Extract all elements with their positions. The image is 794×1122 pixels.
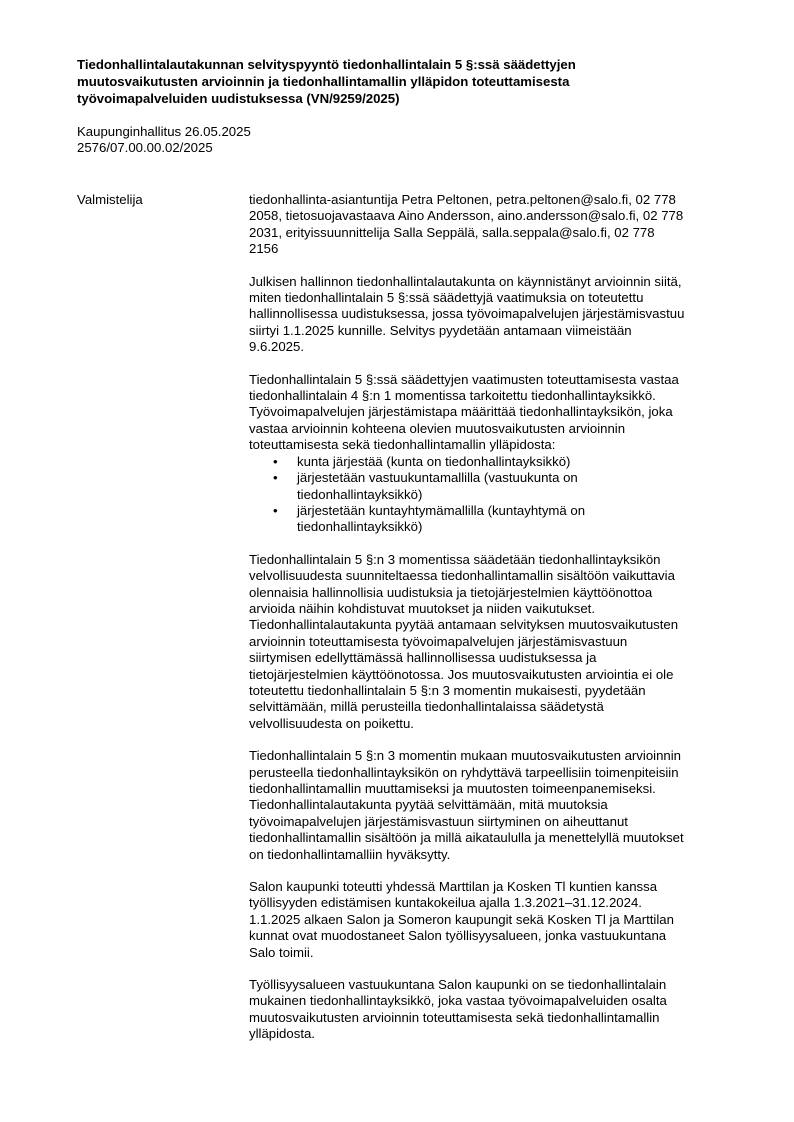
paragraph-2 bbox=[249, 372, 739, 454]
text-line: Tiedonhallintalautakunta pyytää selvittämään, mitä muutoksia bbox=[249, 797, 608, 813]
text-line: Työvoimapalvelujen järjestämistapa määrittää tiedonhallintayksikön, joka bbox=[249, 404, 673, 420]
text-line: muutosvaikutusten arvioinnin toteuttamisesta sekä tiedonhallintamallin bbox=[249, 1009, 660, 1025]
text-line: Salo toimii. bbox=[249, 944, 314, 960]
text-line: hallinnollisessa uudistuksessa, jossa työvoimapalvelujen järjestämisvastuu bbox=[249, 306, 685, 322]
text-line: kunnat ovat muodostaneet Salon työllisyysalueen, jonka vastuukuntana bbox=[249, 928, 667, 944]
bullet-icon: • bbox=[273, 502, 278, 518]
text-line: siirtymisen edellyttämässä hallinnollisessa uudistuksessa ja bbox=[249, 650, 597, 666]
document-title bbox=[77, 56, 727, 107]
document-body bbox=[249, 192, 739, 1059]
text-line: ylläpidosta. bbox=[249, 1026, 315, 1042]
list-item-text: tiedonhallintayksikkö) bbox=[297, 519, 423, 535]
document-meta bbox=[77, 124, 251, 157]
text-line: miten tiedonhallintalain 5 §:ssä säädettyjä vaatimuksia on toteutettu bbox=[249, 290, 644, 306]
text-line: arvioinnin toteuttamisesta työvoimapalvelujen järjestämisvastuun bbox=[249, 633, 628, 649]
list-item-text: järjestetään vastuukuntamallilla (vastuukunta on bbox=[297, 470, 578, 486]
text-line: 1.1.2025 alkaen Salon ja Someron kaupungit sekä Kosken Tl ja Marttilan bbox=[249, 911, 674, 927]
text-line: Julkisen hallinnon tiedonhallintalautakunta on käynnistänyt arvioinnin siitä, bbox=[249, 273, 682, 289]
text-line: 2058, tietosuojavastaava Aino Andersson, aino.andersson@salo.fi, 02 778 bbox=[249, 208, 684, 224]
text-line: tiedonhallintamallin muuttamiseksi ja muutosten toimeenpanemiseksi. bbox=[249, 781, 656, 796]
bullet-icon: • bbox=[273, 470, 278, 486]
record-number: 2576/07.00.00.02/2025 bbox=[77, 140, 213, 156]
list-item bbox=[249, 454, 739, 470]
text-line: mukainen tiedonhallintayksikkö, joka vastaa työvoimapalveluiden osalta bbox=[249, 993, 667, 1009]
text-line: Salon kaupunki toteutti yhdessä Marttilan ja Kosken Tl kuntien kanssa bbox=[249, 879, 658, 895]
paragraph-5 bbox=[249, 879, 739, 961]
paragraph-4 bbox=[249, 748, 739, 863]
text-line: työvoimapalvelujen järjestämisvastuun siirtyminen on aiheuttanut bbox=[249, 813, 628, 829]
meeting-info: Kaupunginhallitus 26.05.2025 bbox=[77, 124, 251, 139]
text-line: toteuttamisesta sekä tiedonhallintamallin ylläpidosta: bbox=[249, 437, 556, 453]
text-line: Tiedonhallintalain 5 §:ssä säädettyjen vaatimusten toteuttamisesta vastaa bbox=[249, 371, 679, 387]
list-item bbox=[249, 503, 739, 536]
title-line: Tiedonhallintalautakunnan selvityspyyntö tiedonhallintalain 5 §:ssä säädettyjen bbox=[77, 57, 576, 72]
text-line: olennaisia hallinnollisia uudistuksia ja tietojärjestelmien käyttöönottoa bbox=[249, 584, 653, 600]
text-line: tiedonhallinta-asiantuntija Petra Peltonen, petra.peltonen@salo.fi, 02 778 bbox=[249, 192, 676, 207]
text-line: Tiedonhallintalautakunta pyytää antamaan selvityksen muutosvaikutusten bbox=[249, 617, 679, 633]
text-line: vastaa arvioinnin kohteena olevien muutosvaikutusten arvioinnin bbox=[249, 420, 626, 436]
text-line: tiedonhallintamallin sisältöön ja millä aikataululla ja menettelyllä muutokset bbox=[249, 830, 684, 846]
paragraph-6 bbox=[249, 977, 739, 1043]
text-line: työllisyyden edistämisen kuntakokeilua ajalla 1.3.2021–31.12.2024. bbox=[249, 895, 642, 911]
paragraph-1 bbox=[249, 274, 739, 356]
bullet-icon: • bbox=[273, 453, 278, 469]
preparer-info bbox=[249, 192, 739, 258]
list-item-text: järjestetään kuntayhtymämallilla (kuntayhtymä on bbox=[297, 502, 586, 518]
text-line: 9.6.2025. bbox=[249, 339, 304, 355]
text-line: Työllisyysalueen vastuukuntana Salon kaupunki on se tiedonhallintalain bbox=[249, 977, 667, 993]
text-line: tiedonhallintalain 4 §:n 1 momentissa tarkoitettu tiedonhallintayksikkö. bbox=[249, 388, 656, 404]
text-line: velvollisuudesta suunniteltaessa tiedonhallintamallin sisältöön vaikuttavia bbox=[249, 568, 675, 584]
title-line: työvoimapalveluiden uudistuksessa (VN/9259/2025) bbox=[77, 91, 400, 106]
title-line: muutosvaikutusten arvioinnin ja tiedonhallintamallin ylläpidon toteuttamisesta bbox=[77, 74, 570, 89]
text-line: selvittämään, millä perusteilla tiedonhallintalaissa säädetystä bbox=[249, 699, 604, 715]
text-line: on tiedonhallintamalliin hyväksytty. bbox=[249, 846, 451, 862]
text-line: 2156 bbox=[249, 241, 279, 257]
text-line: arvioida näihin kohdistuvat muutokset ja niiden vaikutukset. bbox=[249, 600, 596, 616]
text-line: siirtyi 1.1.2025 kunnille. Selvitys pyydetään antamaan viimeistään bbox=[249, 322, 632, 338]
text-line: velvollisuudesta on poikettu. bbox=[249, 715, 414, 731]
text-line: toteutettu tiedonhallintalain 5 §:n 3 momentin mukaisesti, pyydetään bbox=[249, 682, 646, 698]
text-line: 2031, erityissuunnittelija Salla Seppälä, salla.seppala@salo.fi, 02 778 bbox=[249, 224, 655, 240]
list-item-text: tiedonhallintayksikkö) bbox=[297, 486, 423, 502]
text-line: Tiedonhallintalain 5 §:n 3 momentissa säädetään tiedonhallintayksikön bbox=[249, 551, 661, 567]
text-line: Tiedonhallintalain 5 §:n 3 momentin mukaan muutosvaikutusten arvioinnin bbox=[249, 748, 682, 764]
bullet-list bbox=[249, 454, 739, 536]
list-item bbox=[249, 470, 739, 503]
paragraph-3 bbox=[249, 552, 739, 732]
text-line: tietojärjestelmien käyttöönotossa. Jos muutosvaikutusten arviointia ei ole bbox=[249, 666, 674, 682]
text-line: perusteella tiedonhallintayksikön on ryhdyttävä tarpeellisiin toimenpiteisiin bbox=[249, 764, 679, 780]
preparer-label: Valmistelija bbox=[77, 192, 143, 207]
list-item-text: kunta järjestää (kunta on tiedonhallintayksikkö) bbox=[297, 453, 571, 469]
